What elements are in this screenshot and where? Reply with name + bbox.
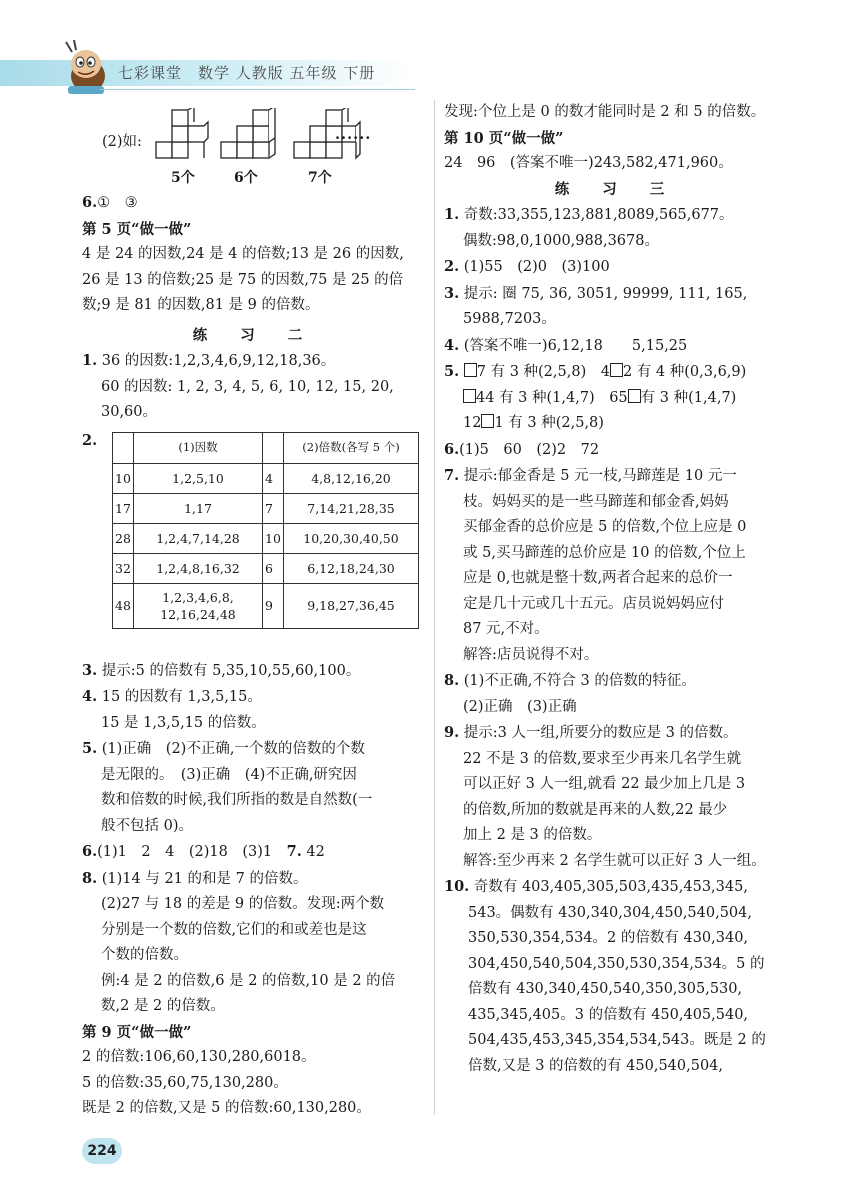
answer-line: 倍数,又是 3 的倍数的有 450,540,504, [468, 1057, 724, 1074]
answer-line: 偶数:98,0,1000,988,3678。 [463, 232, 659, 249]
answer-line: 4. (答案不唯一)6,12,18 5,15,25 [444, 336, 688, 354]
text-line: 26 是 13 的倍数;25 是 75 的因数,75 是 25 的倍 [82, 271, 404, 288]
table-header-row [113, 432, 419, 463]
answer-line: 304,450,540,504,350,530,354,534。5 的 [468, 955, 765, 972]
blank-box-icon [628, 389, 641, 403]
answer-line: 数,2 是 2 的倍数。 [101, 998, 225, 1014]
header-rule [100, 89, 415, 90]
text-line: 4 是 24 的因数,24 是 4 的倍数;13 是 26 的因数, [82, 246, 404, 262]
answer-line: 倍数有 430,340,450,540,350,305,530, [468, 981, 743, 997]
section-heading: 第 10 页“做一做” [444, 129, 564, 147]
cube-caption: 7个 [308, 170, 332, 186]
answer-line: 买郁金香的总价应是 5 的倍数,个位上应是 0 [463, 519, 747, 535]
answer-line: 枝。妈妈买的是一些马蹄莲和郁金香,妈妈 [463, 493, 729, 510]
answer-line: 6.① ③ [82, 194, 138, 211]
cube-stack-5-icon [154, 108, 210, 166]
answer-line: 9. 提示:3 人一组,所要分的数应是 3 的倍数。 [444, 724, 738, 741]
column-divider [434, 100, 435, 1115]
blank-box-icon [463, 389, 476, 403]
answer-line: 5988,7203。 [463, 311, 556, 327]
answer-line: 般不包括 0)。 [101, 817, 193, 834]
answer-line: 504,435,453,345,354,534,543。既是 2 的 [468, 1032, 766, 1048]
blank-box-icon [464, 363, 477, 377]
blank-box-icon [481, 414, 494, 428]
answer-line: (2)正确 (3)正确 [463, 698, 577, 715]
ellipsis: ······ [335, 130, 372, 147]
answer-line: 可以正好 3 人一组,就看 22 最少加上几是 3 [463, 776, 746, 792]
text-line: 2 的倍数:106,60,130,280,6018。 [82, 1049, 316, 1065]
text-line: 24 96 (答案不唯一)243,582,471,960。 [444, 155, 733, 171]
text-line: 5 的倍数:35,60,75,130,280。 [82, 1074, 288, 1091]
cube-caption: 5个 [171, 170, 195, 186]
answer-line: 7. 提示:郁金香是 5 元一枝,马蹄莲是 10 元一 [444, 467, 737, 484]
answer-line: 1. 36 的因数:1,2,3,4,6,9,12,18,36。 [82, 352, 336, 369]
section-heading: 第 5 页“做一做” [82, 220, 192, 238]
table-row: 48 1,2,3,4,6,8, 12,16,24,48 9 9,18,27,36,45 [113, 583, 419, 628]
answer-line: 解答:至少再来 2 名学生就可以正好 3 人一组。 [463, 852, 766, 869]
answer-line: 87 元,不对。 [463, 621, 549, 637]
answer-line: 是无限的。 (3)正确 (4)不正确,研究因 [101, 766, 357, 783]
answer-line: 例:4 是 2 的倍数,6 是 2 的倍数,10 是 2 的倍 [101, 972, 396, 989]
table-row: 32 1,2,4,8,16,32 6 6,12,18,24,30 [113, 553, 419, 583]
table-header: (1)因数 [134, 432, 263, 463]
answer-line: 定是几十元或几十五元。店员说妈妈应付 [463, 595, 724, 612]
answer-line: 或 5,买马蹄莲的总价应是 10 的倍数,个位上 [463, 544, 746, 561]
table-row: 10 1,2,5,10 4 4,8,12,16,20 [113, 463, 419, 493]
answer-line: 15 是 1,3,5,15 的倍数。 [101, 714, 266, 731]
answer-line: (2)27 与 18 的差是 9 的倍数。发现:两个数 [101, 896, 385, 912]
answer-line: 5. (1)正确 (2)不正确,一个数的倍数的个数 [82, 740, 365, 757]
answer-line: 6.(1)5 60 (2)2 72 [444, 440, 600, 458]
answer-line: 的倍数,所加的数就是再来的人数,22 最少 [463, 801, 728, 818]
answer-line: 435,345,405。3 的倍数有 450,405,540, [468, 1006, 749, 1023]
answer-line: 3. 提示:5 的倍数有 5,35,10,55,60,100。 [82, 661, 361, 679]
question-number: 2. [82, 431, 98, 449]
answer-line: 1. 奇数:33,355,123,881,8089,565,677。 [444, 206, 734, 223]
header-title: 七彩课堂 数学 人教版 五年级 下册 [118, 64, 376, 82]
left-column [82, 100, 427, 1122]
section-heading: 第 9 页“做一做” [82, 1023, 192, 1041]
answer-line: 30,60。 [101, 404, 158, 420]
table-row: 17 1,17 7 7,14,21,28,35 [113, 493, 419, 523]
text-line: 既是 2 的倍数,又是 5 的倍数:60,130,280。 [82, 1100, 371, 1116]
factor-multiple-table-block [82, 426, 427, 658]
exercise-heading: 练 习 三 [554, 180, 679, 198]
page-number: 224 [82, 1138, 122, 1164]
answer-line: 加上 2 是 3 的倍数。 [463, 827, 602, 843]
answer-line: 5. 7 有 3 种(2,5,8) 4 2 有 4 种(0,3,6,9) [444, 363, 747, 380]
answer-line: 8. (1)不正确,不符合 3 的倍数的特征。 [444, 672, 696, 689]
answer-line: 3. 提示: 圈 75, 36, 3051, 99999, 111, 165, [444, 284, 748, 302]
text-line: 发现:个位上是 0 的数才能同时是 2 和 5 的倍数。 [444, 104, 766, 120]
table-header: (2)倍数(各写 5 个) [284, 432, 419, 463]
answer-line: 12 1 有 3 种(2,5,8) [463, 415, 604, 431]
answer-line: 解答:店员说得不对。 [463, 646, 599, 663]
cube-figures [82, 100, 427, 190]
answer-line: 应是 0,也就是整十数,两者合起来的总价一 [463, 570, 733, 586]
answer-line: 8. (1)14 与 21 的和是 7 的倍数。 [82, 869, 308, 887]
answer-line: 分别是一个数的倍数,它们的和或差也是这 [101, 921, 367, 938]
exercise-heading: 练 习 二 [192, 326, 317, 344]
text-line: 数;9 是 81 的因数,81 是 9 的倍数。 [82, 297, 320, 313]
answer-line: 350,530,354,534。2 的倍数有 430,340, [468, 930, 749, 946]
answer-line: 60 的因数: 1, 2, 3, 4, 5, 6, 10, 12, 15, 20, [101, 378, 394, 395]
blank-box-icon [610, 363, 623, 377]
right-column [444, 100, 789, 1079]
figure-label: (2)如: [102, 134, 142, 150]
answer-line: 6.(1)1 2 4 (2)18 (3)1 7. 42 [82, 843, 325, 860]
answer-line: 2. (1)55 (2)0 (3)100 [444, 258, 610, 275]
answer-line: 10. 奇数有 403,405,305,503,435,453,345, [444, 878, 748, 895]
answer-line: 4. 15 的因数有 1,3,5,15。 [82, 688, 262, 705]
factor-multiple-table [112, 432, 419, 629]
table-row: 28 1,2,4,7,14,28 10 10,20,30,40,50 [113, 523, 419, 553]
answer-line: 44 有 3 种(1,4,7) 65 有 3 种(1,4,7) [444, 386, 789, 412]
cube-stack-6-icon [219, 108, 285, 166]
answer-line: 543。偶数有 430,340,304,450,540,504, [468, 904, 752, 921]
cube-caption: 6个 [234, 170, 258, 186]
answer-line: 22 不是 3 的倍数,要求至少再来几名学生就 [463, 750, 742, 767]
answer-line: 数和倍数的时候,我们所指的数是自然数(一 [101, 792, 373, 808]
answer-line: 个数的倍数。 [101, 947, 188, 963]
